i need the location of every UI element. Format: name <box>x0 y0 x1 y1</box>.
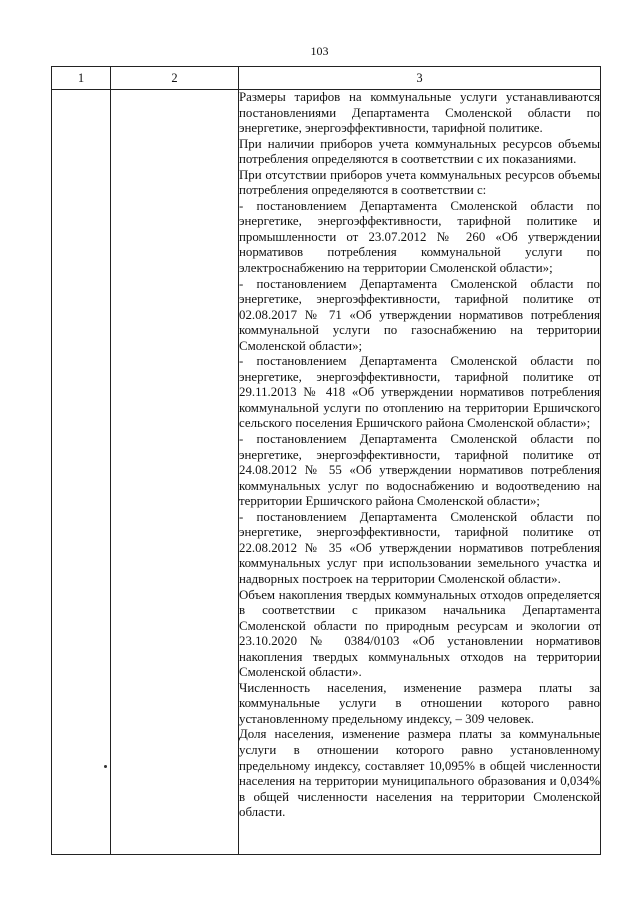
paragraph-electricity-resolution: - постановлением Департамента Смоленской области по энергетике, энергоэффективности, тарифной политике и промышленности от 23.07.2012 № 260 «Об утверждении нормативов потребления коммунальной услуги по электроснабжению на территории Смоленской области»; <box>239 198 600 276</box>
paragraph-land-resolution: - постановлением Департамента Смоленской области по энергетике, энергоэффективности, тарифной политике от 22.08.2012 № 35 «Об утверждении нормативов потребления коммунальных услуг при использовании земельного участка и надворных построек на территории Смоленской области». <box>239 509 600 586</box>
paragraph-waste-volume: Объем накопления твердых коммунальных отходов определяется в соответствии с приказом начальника Департамента Смоленской области по природным ресурсам и экологии от 23.10.2020 № 0384/0103 «Об установлении нормативов накопления твердых коммунальных отходов на территории Смоленской области». <box>239 587 600 680</box>
column-2-cell <box>111 90 239 855</box>
table-header-row <box>52 67 601 90</box>
column-1-cell <box>52 90 111 855</box>
paragraph-tariffs: Размеры тарифов на коммунальные услуги устанавливаются постановлениями Департамента Смоленской области по энергетике, энергоэффективности, тарифной политике. <box>239 90 600 136</box>
paragraph-water-resolution: - постановлением Департамента Смоленской области по энергетике, энергоэффективности, тарифной политике от 24.08.2012 № 55 «Об утверждении нормативов потребления коммунальных услуг по водоснабжению и водоотведению на территории Ершичского района Смоленской области»; <box>239 432 600 509</box>
paragraph-population-count: Численность населения, изменение размера платы за коммунальные услуги в отношении которого равно установленному предельному индексу, – 309 человек. <box>239 680 600 726</box>
column-3-cell <box>239 90 601 855</box>
column-header-1: 1 <box>52 67 111 90</box>
page-number: 103 <box>310 44 329 58</box>
document-table <box>51 66 601 855</box>
paragraph-heating-resolution: - постановлением Департамента Смоленской области по энергетике, энергоэффективности, тарифной политике от 29.11.2013 № 418 «Об утверждении нормативов потребления коммунальной услуги по отоплению на территории Ершичского сельского поселения Ершичского района Смоленской области»; <box>239 354 600 431</box>
scan-dot-mark <box>104 765 107 768</box>
column-header-3: 3 <box>239 67 601 90</box>
paragraph-gas-resolution: - постановлением Департамента Смоленской области по энергетике, энергоэффективности, тарифной политике от 02.08.2017 № 71 «Об утверждении нормативов потребления коммунальной услуги по газоснабжению на территории Смоленской области»; <box>239 276 600 353</box>
paragraph-population-share: Доля населения, изменение размера платы за коммунальные услуги в отношении которого равно установленному предельному индексу, составляет 10,095% в общей численности населения на территории муниципального образования и 0,034% в общей численности населения на территории Смоленской области. <box>239 727 600 820</box>
column-header-2: 2 <box>111 67 239 90</box>
table-row <box>52 90 601 855</box>
paragraph-meters-present: При наличии приборов учета коммунальных ресурсов объемы потребления определяются в соответствии с их показаниями. <box>239 136 600 167</box>
paragraph-meters-absent: При отсутствии приборов учета коммунальных ресурсов объемы потребления определяются в соответствии с: <box>239 167 600 198</box>
